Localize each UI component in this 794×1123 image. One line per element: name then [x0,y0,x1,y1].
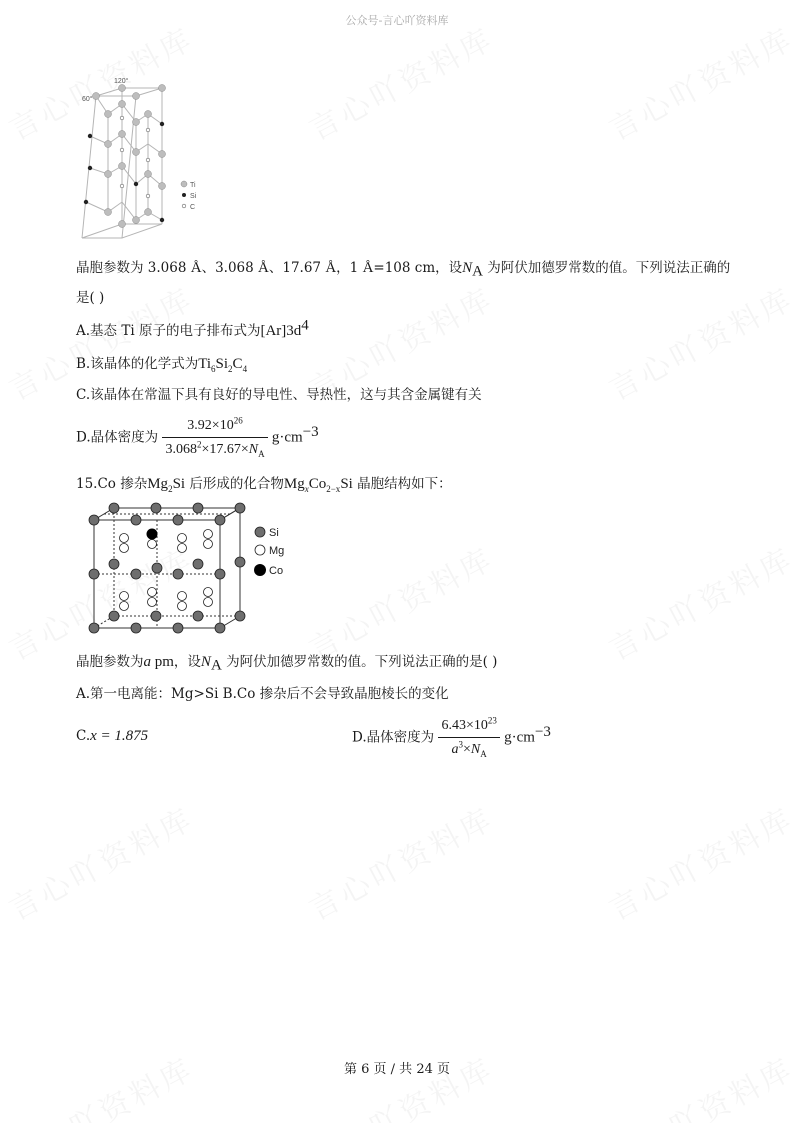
watermark-text [600,14,794,149]
q14-stem-line1: 晶胞参数为 3.068 Å、3.068 Å、17.67 Å，1 Å=108 cm，设$N_A$ 为阿伏加德罗常数的值。下列说法正确的 [76,260,731,280]
watermark-text [600,1044,794,1123]
q14-stem-line2: 是( ) [76,290,105,306]
watermark-text [300,1044,501,1123]
figure1-legend [181,181,197,211]
legend-si: Si [190,193,197,200]
q14-option-b: B.该晶体的化学式为$Ti_6Si_2C_4$ [76,356,248,374]
watermark-text [300,14,501,149]
q15-density-fraction: $\frac{6.43\times 10^{23}}{a^3\times N_A}$ [438,716,499,760]
watermark-text [300,794,501,929]
crystal-structure-figure-1 [78,74,208,246]
q14-density-fraction: $\frac{3.92\times 10^{26}}{3.068^2\times 17.67\times N_A}$ [162,416,267,460]
q15-option-d: D.晶体密度为 $\frac{6.43\times 10^{23}}{a^3\times N_A}$ $g\cdot cm^{-3}$ [352,715,551,759]
q14-option-d: D.晶体密度为 $\frac{3.92\times 10^{26}}{3.068^2\times 17.67\times N_A}$ $g\cdot cm^{-3}$ [76,415,319,459]
page-number: 第 6 页 / 共 24 页 [344,1062,450,1077]
watermark-text [0,1044,201,1123]
q15-options-ab: A.第一电离能：Mg>Si B.Co 掺杂后不会导致晶胞棱长的变化 [76,686,449,702]
legend-co: Co [269,565,284,577]
watermark-text [600,534,794,669]
watermark-text [0,794,201,929]
watermark-text [600,794,794,929]
q14-option-a: A.基态 Ti 原子的电子排布式为$[Ar]3d^4$ [76,317,309,339]
q14-option-c: C.该晶体在常温下具有良好的导电性、导热性，这与其含金属键有关 [76,387,482,403]
q15-params: 晶胞参数为a pm，设$N_A$ 为阿伏加德罗常数的值。下列说法正确的是( ) [76,654,498,674]
crystal-structure-figure-2 [82,502,302,644]
watermark-text [300,534,501,669]
angle-60-label: 60° [82,96,93,103]
legend-si: Si [269,527,279,539]
q15-option-c: C.x = 1.875 [76,728,149,744]
page-header: 公众号-言心吖资料库 [345,14,449,27]
watermark-text [600,274,794,409]
legend-c: C [190,204,196,211]
legend-mg: Mg [269,545,285,557]
legend-ti: Ti [190,182,196,189]
angle-120-label: 120° [114,78,129,85]
co-atom-marker [147,529,158,540]
q15-stem: 15.Co 掺杂$Mg_2Si$ 后形成的化合物$Mg_xCo_{2-x}Si$ 晶胞结构如下： [76,476,452,494]
figure2-legend [254,527,284,577]
